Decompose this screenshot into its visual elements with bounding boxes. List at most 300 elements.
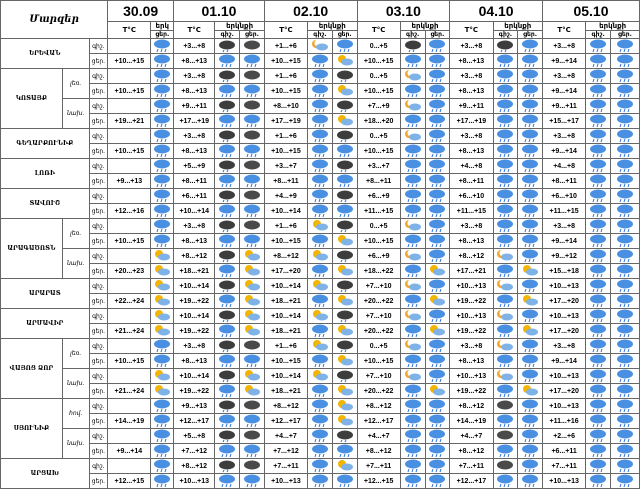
rain-icon	[586, 429, 611, 444]
region-name: ՍՅՈՒՆԻՔ	[1, 399, 63, 459]
rain-icon	[151, 459, 174, 474]
rain-icon	[151, 84, 174, 99]
region-name: ԱՐՄԱՎԻՐ	[1, 309, 90, 339]
rain-icon	[586, 219, 611, 234]
rain-icon	[610, 444, 639, 459]
rain-icon	[518, 354, 543, 369]
rain-icon	[308, 69, 333, 84]
rain-icon	[610, 399, 639, 414]
sun-cloud-icon	[332, 459, 357, 474]
temperature-range: +10...+14	[174, 279, 215, 294]
rain-icon	[151, 39, 174, 54]
temp-unit-1: T°C	[174, 22, 215, 39]
temperature-range	[108, 39, 151, 54]
rain-icon	[425, 429, 450, 444]
time-of-day: ցեր.	[89, 474, 108, 489]
temperature-range: +20...+22	[357, 324, 400, 339]
sky-label-0: երկ	[151, 22, 174, 31]
night-cloud-icon	[215, 339, 240, 354]
temperature-range	[108, 399, 151, 414]
temperature-range: +8...+13	[450, 354, 493, 369]
rain-icon	[518, 114, 543, 129]
time-of-day: գիշ.	[89, 129, 108, 144]
temperature-range: +17...+21	[450, 264, 493, 279]
temperature-range: +6...+10	[450, 189, 493, 204]
rain-icon	[425, 474, 450, 489]
rain-icon	[215, 444, 240, 459]
time-of-day: ցեր.	[89, 414, 108, 429]
table-row	[1, 249, 640, 264]
temperature-range: +7...+10	[357, 279, 400, 294]
table-row	[1, 294, 640, 309]
rain-icon	[332, 444, 357, 459]
rain-icon	[308, 144, 333, 159]
temperature-range: +3...+8	[542, 129, 585, 144]
night-cloud-icon	[215, 189, 240, 204]
cloud-icon	[240, 429, 265, 444]
sun-cloud-icon	[240, 384, 265, 399]
rain-icon	[151, 414, 174, 429]
rain-icon	[425, 399, 450, 414]
rain-icon	[610, 204, 639, 219]
temperature-range: +6...+10	[542, 189, 585, 204]
rain-icon	[151, 114, 174, 129]
rain-icon	[425, 414, 450, 429]
tod-day-3: ցեր.	[425, 31, 450, 39]
table-row	[1, 84, 640, 99]
temperature-range	[108, 279, 151, 294]
time-of-day: գիշ.	[89, 189, 108, 204]
temperature-range: +12...+17	[174, 414, 215, 429]
moon-cloud-icon	[493, 309, 518, 324]
time-of-day: ցեր.	[89, 264, 108, 279]
rain-icon	[493, 264, 518, 279]
table-row	[1, 234, 640, 249]
time-of-day: ցեր.	[89, 144, 108, 159]
rain-icon	[610, 324, 639, 339]
rain-icon	[308, 99, 333, 114]
rain-icon	[425, 84, 450, 99]
temperature-range: 0...+5	[357, 219, 400, 234]
rain-icon	[425, 279, 450, 294]
time-of-day: գիշ.	[89, 399, 108, 414]
rain-icon	[400, 444, 425, 459]
temperature-range: +17...+20	[264, 264, 307, 279]
rain-icon	[586, 279, 611, 294]
rain-icon	[400, 429, 425, 444]
rain-icon	[586, 249, 611, 264]
temperature-range: +8...+13	[450, 84, 493, 99]
rain-icon	[610, 159, 639, 174]
sun-cloud-icon	[332, 324, 357, 339]
temperature-range: +8...+12	[450, 399, 493, 414]
temperature-range: +8...+12	[264, 249, 307, 264]
rain-icon	[425, 69, 450, 84]
rain-icon	[151, 429, 174, 444]
night-cloud-icon	[215, 309, 240, 324]
rain-icon	[400, 174, 425, 189]
sun-cloud-icon	[151, 279, 174, 294]
table-row	[1, 99, 640, 114]
temperature-range: +11...+15	[450, 204, 493, 219]
rain-icon	[518, 204, 543, 219]
temperature-range: +17...+20	[542, 324, 585, 339]
sun-cloud-icon	[240, 309, 265, 324]
time-of-day: գիշ.	[89, 279, 108, 294]
temperature-range: +9...+14	[542, 144, 585, 159]
temperature-range	[108, 369, 151, 384]
temperature-range: +8...+11	[264, 174, 307, 189]
rain-icon	[586, 189, 611, 204]
rain-icon	[518, 399, 543, 414]
temperature-range: +11...+15	[357, 204, 400, 219]
temperature-range: +10...+15	[264, 84, 307, 99]
rain-icon	[586, 309, 611, 324]
rain-icon	[215, 414, 240, 429]
rain-icon	[425, 39, 450, 54]
temperature-range: +8...+10	[264, 99, 307, 114]
cloud-icon	[240, 219, 265, 234]
sun-cloud-icon	[308, 339, 333, 354]
rain-icon	[586, 129, 611, 144]
time-of-day: ցեր.	[89, 204, 108, 219]
temperature-range: +9...+14	[108, 444, 151, 459]
temperature-range	[108, 219, 151, 234]
zone-name: նախ.	[62, 369, 89, 399]
sun-cloud-icon	[518, 324, 543, 339]
rain-icon	[400, 114, 425, 129]
rain-icon	[518, 339, 543, 354]
temperature-range: +10...+13	[264, 474, 307, 489]
rain-icon	[240, 84, 265, 99]
table-row	[1, 339, 640, 354]
rain-icon	[151, 54, 174, 69]
rain-icon	[425, 309, 450, 324]
temperature-range: +19...+22	[450, 294, 493, 309]
temperature-range: 0...+5	[357, 69, 400, 84]
temperature-range: +12...+17	[357, 414, 400, 429]
temperature-range: +15...+18	[542, 264, 585, 279]
rain-icon	[240, 144, 265, 159]
temperature-range: +3...+8	[450, 129, 493, 144]
temperature-range: +9...+11	[542, 99, 585, 114]
table-row	[1, 444, 640, 459]
temperature-range: +3...+8	[542, 339, 585, 354]
temperature-range: +7...+11	[450, 459, 493, 474]
rain-icon	[425, 444, 450, 459]
rain-icon	[518, 459, 543, 474]
night-cloud-icon	[332, 429, 357, 444]
rain-icon	[518, 174, 543, 189]
rain-icon	[518, 279, 543, 294]
time-of-day: գիշ.	[89, 339, 108, 354]
rain-icon	[400, 399, 425, 414]
night-cloud-icon	[215, 459, 240, 474]
zone-name: նախ.	[62, 249, 89, 279]
moon-cloud-icon	[400, 369, 425, 384]
rain-icon	[610, 264, 639, 279]
rain-icon	[518, 219, 543, 234]
rain-icon	[151, 174, 174, 189]
rain-icon	[610, 369, 639, 384]
temperature-range: +10...+15	[264, 354, 307, 369]
rain-icon	[151, 69, 174, 84]
rain-icon	[586, 114, 611, 129]
cloud-icon	[240, 189, 265, 204]
region-name: ԳԵՂԱՐՔՈՒՆԻՔ	[1, 129, 90, 159]
region-name: ՎԱՅՈՑ ՁՈՐ	[1, 339, 63, 399]
temperature-range: +18...+21	[264, 324, 307, 339]
night-cloud-icon	[215, 159, 240, 174]
temperature-range: +14...+19	[450, 414, 493, 429]
temperature-range: +12...+15	[108, 474, 151, 489]
rain-icon	[518, 129, 543, 144]
temperature-range: +22...+24	[108, 294, 151, 309]
table-row	[1, 414, 640, 429]
sun-cloud-icon	[308, 309, 333, 324]
rain-icon	[518, 159, 543, 174]
temperature-range: +8...+13	[450, 54, 493, 69]
sun-cloud-icon	[151, 309, 174, 324]
temperature-range: +8...+12	[174, 249, 215, 264]
rain-icon	[586, 459, 611, 474]
moon-cloud-icon	[400, 129, 425, 144]
cloud-icon	[240, 69, 265, 84]
sun-cloud-icon	[240, 279, 265, 294]
temperature-range: +12...+16	[108, 204, 151, 219]
temperature-range: +10...+14	[264, 309, 307, 324]
temperature-range: +18...+21	[174, 264, 215, 279]
rain-icon	[332, 144, 357, 159]
moon-cloud-icon	[400, 309, 425, 324]
table-row	[1, 219, 640, 234]
tod-night-4: գիշ.	[493, 31, 518, 39]
table-row	[1, 189, 640, 204]
time-of-day: գիշ.	[89, 309, 108, 324]
night-cloud-icon	[332, 129, 357, 144]
temperature-range: +4...+7	[264, 429, 307, 444]
rain-icon	[493, 444, 518, 459]
rain-icon	[610, 384, 639, 399]
table-row	[1, 429, 640, 444]
temperature-range: +8...+13	[174, 84, 215, 99]
rain-icon	[425, 369, 450, 384]
cloud-icon	[240, 99, 265, 114]
temperature-range: +10...+14	[174, 204, 215, 219]
temperature-range: +8...+12	[357, 444, 400, 459]
date-4: 04.10	[450, 1, 543, 22]
rain-icon	[493, 414, 518, 429]
table-row	[1, 129, 640, 144]
time-of-day: գիշ.	[89, 369, 108, 384]
temperature-range: +8...+12	[450, 249, 493, 264]
time-of-day: ցեր.	[89, 54, 108, 69]
rain-icon	[518, 189, 543, 204]
temperature-range: +10...+13	[542, 369, 585, 384]
rain-icon	[240, 474, 265, 489]
temperature-range: +7...+9	[357, 99, 400, 114]
rain-icon	[308, 459, 333, 474]
temperature-range: +10...+13	[174, 474, 215, 489]
temperature-range: +1...+6	[264, 69, 307, 84]
temperature-range: 0...+5	[357, 129, 400, 144]
moon-cloud-icon	[400, 99, 425, 114]
rain-icon	[151, 159, 174, 174]
rain-icon	[151, 219, 174, 234]
rain-icon	[518, 474, 543, 489]
rain-icon	[308, 429, 333, 444]
temperature-range: +10...+13	[542, 279, 585, 294]
time-of-day: ցեր.	[89, 294, 108, 309]
rain-icon	[332, 204, 357, 219]
sun-cloud-icon	[151, 264, 174, 279]
temp-unit-5: T°C	[542, 22, 585, 39]
temperature-range: +3...+7	[357, 159, 400, 174]
zone-name: լեռ.	[62, 339, 89, 369]
zone-name: լեռ.	[62, 69, 89, 99]
rain-icon	[151, 99, 174, 114]
cloud-icon	[240, 129, 265, 144]
rain-icon	[610, 174, 639, 189]
temperature-range: +1...+6	[264, 339, 307, 354]
time-of-day: ցեր.	[89, 114, 108, 129]
sun-cloud-icon	[308, 279, 333, 294]
temperature-range: +19...+22	[450, 384, 493, 399]
rain-icon	[215, 474, 240, 489]
temperature-range: +8...+13	[174, 54, 215, 69]
temperature-range: +3...+8	[174, 39, 215, 54]
region-name: ԱՐԱԳԱԾՈՏՆ	[1, 219, 63, 279]
rain-icon	[308, 129, 333, 144]
rain-icon	[425, 54, 450, 69]
rain-icon	[518, 234, 543, 249]
temp-unit-4: T°C	[450, 22, 493, 39]
rain-icon	[425, 174, 450, 189]
rain-icon	[493, 474, 518, 489]
sun-cloud-icon	[425, 324, 450, 339]
sun-cloud-icon	[240, 294, 265, 309]
region-name: ԿՈՏԱՅՔ	[1, 69, 63, 129]
rain-icon	[586, 204, 611, 219]
temperature-range	[108, 459, 151, 474]
time-of-day: գիշ.	[89, 39, 108, 54]
rain-icon	[308, 114, 333, 129]
temperature-range: +8...+12	[357, 399, 400, 414]
temperature-range: +10...+13	[542, 309, 585, 324]
date-5: 05.10	[542, 1, 639, 22]
night-cloud-icon	[332, 369, 357, 384]
rain-icon	[151, 189, 174, 204]
sky-label-1: երկնքի	[215, 22, 264, 31]
rain-icon	[518, 414, 543, 429]
rain-icon	[586, 354, 611, 369]
temperature-range: +7...+12	[174, 444, 215, 459]
temperature-range: +8...+11	[174, 174, 215, 189]
temperature-range: +10...+15	[108, 234, 151, 249]
temperature-range: +3...+8	[450, 219, 493, 234]
temperature-range: +10...+15	[108, 54, 151, 69]
temperature-range: +17...+20	[542, 384, 585, 399]
temperature-range: +4...+8	[542, 159, 585, 174]
sun-cloud-icon	[518, 264, 543, 279]
moon-cloud-icon	[400, 219, 425, 234]
date-1: 01.10	[174, 1, 265, 22]
temperature-range: +9...+13	[174, 399, 215, 414]
table-row	[1, 384, 640, 399]
rain-icon	[425, 159, 450, 174]
night-cloud-icon	[332, 159, 357, 174]
rain-icon	[215, 54, 240, 69]
rain-icon	[425, 114, 450, 129]
rain-icon	[493, 234, 518, 249]
temperature-range: +12...+15	[357, 474, 400, 489]
temperature-range: +10...+15	[357, 354, 400, 369]
rain-icon	[308, 294, 333, 309]
temperature-range: +7...+11	[357, 459, 400, 474]
rain-icon	[610, 309, 639, 324]
rain-icon	[425, 219, 450, 234]
time-of-day: ցեր.	[89, 354, 108, 369]
rain-icon	[400, 294, 425, 309]
temperature-range: +10...+15	[264, 234, 307, 249]
rain-icon	[493, 219, 518, 234]
rain-icon	[425, 459, 450, 474]
rain-icon	[493, 174, 518, 189]
tod-day-1: ցեր.	[240, 31, 265, 39]
sun-cloud-icon	[518, 294, 543, 309]
region-name: ԱՐԱՐԱՏ	[1, 279, 90, 309]
temperature-range: +10...+14	[264, 204, 307, 219]
table-row	[1, 114, 640, 129]
table-row	[1, 69, 640, 84]
temperature-range: +10...+15	[108, 84, 151, 99]
rain-icon	[425, 189, 450, 204]
rain-icon	[215, 234, 240, 249]
time-of-day: ցեր.	[89, 324, 108, 339]
table-row	[1, 144, 640, 159]
temperature-range: +11...+15	[542, 204, 585, 219]
rain-icon	[518, 144, 543, 159]
moon-cloud-icon	[493, 369, 518, 384]
cloud-icon	[240, 459, 265, 474]
rain-icon	[308, 324, 333, 339]
corner-label: Մարզեր	[1, 1, 108, 39]
rain-icon	[518, 249, 543, 264]
temperature-range: +8...+13	[174, 144, 215, 159]
rain-icon	[610, 69, 639, 84]
rain-icon	[610, 234, 639, 249]
sun-cloud-icon	[518, 384, 543, 399]
night-cloud-icon	[332, 339, 357, 354]
rain-icon	[215, 204, 240, 219]
night-cloud-icon	[215, 219, 240, 234]
rain-icon	[308, 204, 333, 219]
tod-night-1: գիշ.	[215, 31, 240, 39]
rain-icon	[493, 159, 518, 174]
moon-cloud-icon	[493, 249, 518, 264]
rain-icon	[425, 129, 450, 144]
rain-icon	[586, 234, 611, 249]
temperature-range: +10...+13	[542, 474, 585, 489]
rain-icon	[586, 339, 611, 354]
moon-cloud-icon	[400, 279, 425, 294]
temperature-range: +9...+14	[542, 354, 585, 369]
temperature-range: +4...+9	[264, 189, 307, 204]
temperature-range: +8...+11	[450, 174, 493, 189]
rain-icon	[586, 39, 611, 54]
table-row	[1, 159, 640, 174]
time-of-day: ցեր.	[89, 174, 108, 189]
